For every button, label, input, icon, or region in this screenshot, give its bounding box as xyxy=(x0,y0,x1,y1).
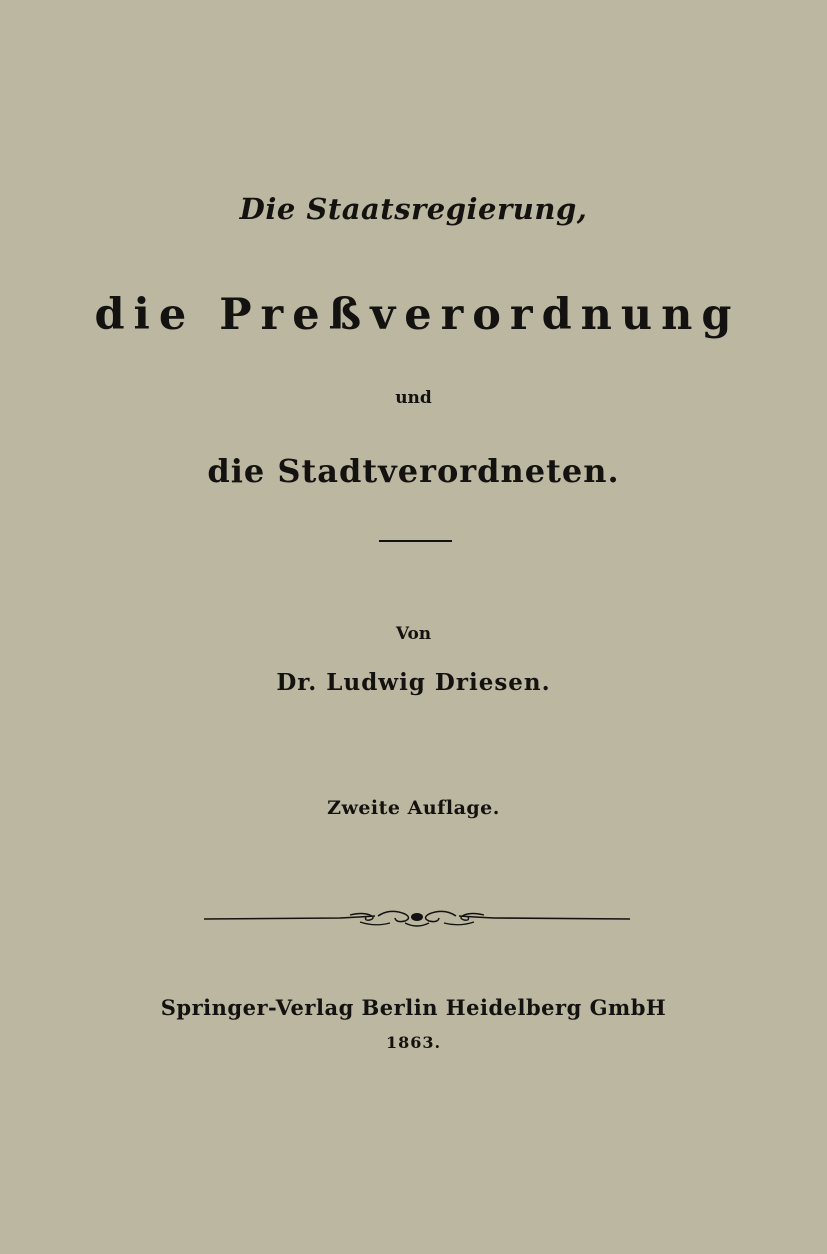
short-divider-rule xyxy=(379,540,452,542)
title-line-2: die Preßverordnung xyxy=(94,290,741,340)
publisher-name: Springer-Verlag Berlin Heidelberg GmbH xyxy=(160,995,667,1020)
publication-year: 1863. xyxy=(385,1033,442,1052)
ornamental-divider xyxy=(200,906,634,930)
title-line-1: Die Staatsregierung, xyxy=(239,192,588,226)
author-name: Dr. Ludwig Driesen. xyxy=(276,669,551,696)
conjunction-text: und xyxy=(395,388,432,408)
by-label: Von xyxy=(395,624,432,644)
title-line-3: die Stadtverordneten. xyxy=(207,452,620,490)
edition-text: Zweite Auflage. xyxy=(327,797,500,819)
